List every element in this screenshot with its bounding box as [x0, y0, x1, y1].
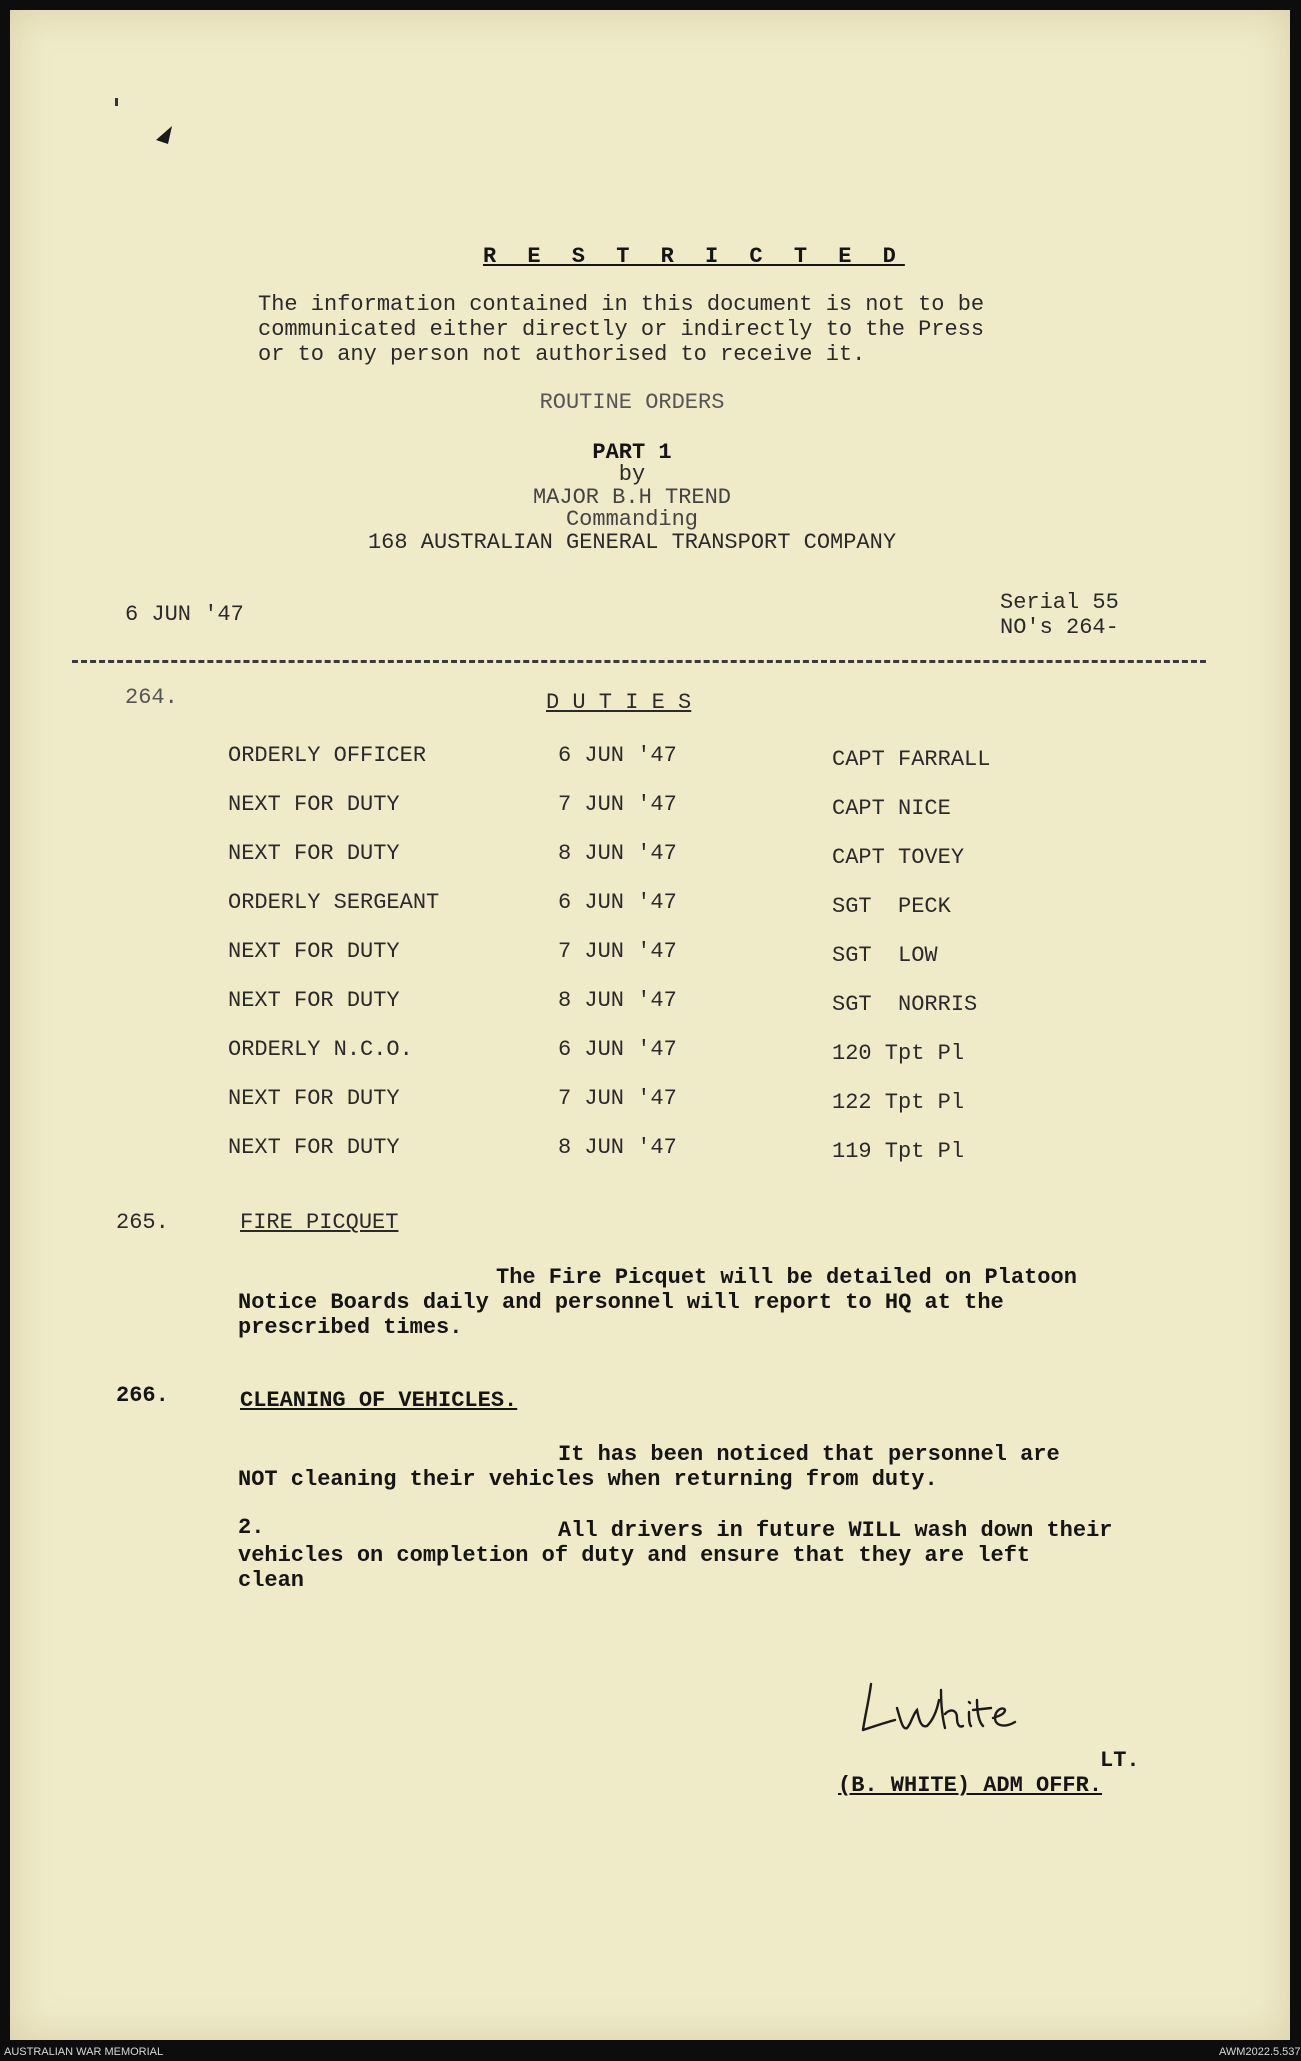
divider-line	[72, 660, 1206, 663]
fire-picquet-line-2: Notice Boards daily and personnel will report to HQ at the	[238, 1290, 1004, 1315]
signatory-name: (B. WHITE) ADM OFFR.	[838, 1773, 1103, 1798]
duty-date: 8 JUN '47	[558, 988, 677, 1013]
section-265-number: 265.	[116, 1210, 169, 1235]
restricted-heading: R E S T R I C T E D	[483, 244, 905, 269]
document-sheet	[10, 10, 1290, 2040]
signatory-rank: LT.	[1100, 1748, 1140, 1773]
duty-role: ORDERLY OFFICER	[228, 743, 427, 768]
by-label: by	[618, 462, 646, 487]
commander-name: MAJOR B.H TREND	[532, 485, 732, 510]
duty-date: 6 JUN '47	[558, 743, 677, 768]
fire-picquet-line-1: The Fire Picquet will be detailed on Platoon	[496, 1265, 1077, 1290]
footer-left-credit: AUSTRALIAN WAR MEMORIAL	[4, 2046, 164, 2058]
intro-line-2: communicated either directly or indirectly to the Press	[258, 317, 985, 342]
fire-picquet-heading: FIRE PICQUET	[240, 1210, 399, 1235]
dot-mark	[115, 98, 118, 106]
duty-role: NEXT FOR DUTY	[228, 939, 400, 964]
duties-heading: D U T I E S	[546, 690, 692, 715]
duty-name: SGT PECK	[832, 894, 951, 919]
cleaning-heading: CLEANING OF VEHICLES.	[240, 1388, 518, 1413]
cleaning-para1-line-1: It has been noticed that personnel are	[558, 1442, 1060, 1467]
section-264-number: 264.	[125, 685, 178, 710]
duty-role: NEXT FOR DUTY	[228, 1135, 400, 1160]
cleaning-para1-line-2: NOT cleaning their vehicles when returning from duty.	[238, 1467, 938, 1492]
duty-name: SGT LOW	[832, 943, 938, 968]
duty-name: SGT NORRIS	[832, 992, 978, 1017]
duty-date: 7 JUN '47	[558, 792, 677, 817]
duty-role: NEXT FOR DUTY	[228, 792, 400, 817]
duty-role: NEXT FOR DUTY	[228, 988, 400, 1013]
duty-date: 6 JUN '47	[558, 1037, 677, 1062]
duty-name: 122 Tpt Pl	[832, 1090, 965, 1115]
handwritten-signature	[857, 1670, 1047, 1750]
document-date: 6 JUN '47	[125, 602, 244, 627]
cleaning-para2-line-3: clean	[238, 1568, 305, 1593]
serial-number: Serial 55	[1000, 590, 1119, 615]
commanding-label: Commanding	[565, 507, 699, 532]
footer-right-id: AWM2022.5.537	[1219, 2046, 1301, 2058]
intro-line-3: or to any person not authorised to receive it.	[258, 342, 866, 367]
duty-name: 119 Tpt Pl	[832, 1139, 965, 1164]
duty-role: ORDERLY N.C.O.	[228, 1037, 413, 1062]
order-numbers: NO's 264-	[1000, 615, 1119, 640]
duty-role: NEXT FOR DUTY	[228, 841, 400, 866]
cleaning-para2-line-1: All drivers in future WILL wash down their	[558, 1518, 1113, 1543]
duty-role: NEXT FOR DUTY	[228, 1086, 400, 1111]
duty-date: 8 JUN '47	[558, 1135, 677, 1160]
duty-name: 120 Tpt Pl	[832, 1041, 965, 1066]
duty-name: CAPT FARRALL	[832, 747, 991, 772]
intro-line-1: The information contained in this document is not to be	[258, 292, 985, 317]
fire-picquet-line-3: prescribed times.	[238, 1315, 463, 1340]
section-266-number: 266.	[116, 1383, 169, 1408]
duty-name: CAPT TOVEY	[832, 845, 965, 870]
duty-date: 7 JUN '47	[558, 1086, 677, 1111]
duty-role: ORDERLY SERGEANT	[228, 890, 440, 915]
routine-orders-title: ROUTINE ORDERS	[539, 390, 725, 415]
unit-name: 168 AUSTRALIAN GENERAL TRANSPORT COMPANY	[367, 530, 897, 555]
duty-date: 6 JUN '47	[558, 890, 677, 915]
part-label: PART 1	[592, 440, 672, 465]
punch-mark	[150, 122, 180, 152]
duty-date: 8 JUN '47	[558, 841, 677, 866]
cleaning-para2-number: 2.	[238, 1515, 265, 1540]
duty-name: CAPT NICE	[832, 796, 951, 821]
cleaning-para2-line-2: vehicles on completion of duty and ensure that they are left	[238, 1543, 1031, 1568]
duty-date: 7 JUN '47	[558, 939, 677, 964]
